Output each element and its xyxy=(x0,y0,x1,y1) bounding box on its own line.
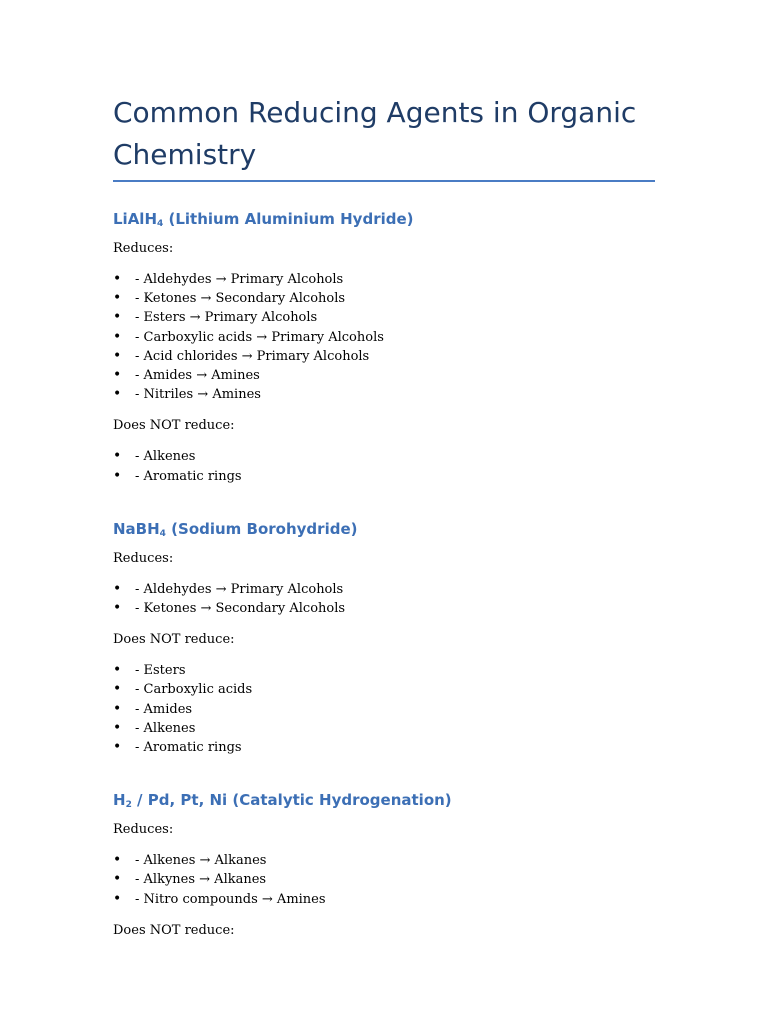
list-item xyxy=(113,347,655,366)
list-item-text: - Alkenes xyxy=(135,720,196,736)
bullet-icon: • xyxy=(113,290,122,307)
heading-subscript: 4 xyxy=(157,219,164,229)
does-not-reduce-list xyxy=(113,661,655,757)
bullet-icon: • xyxy=(113,448,122,465)
bullet-icon: • xyxy=(113,852,122,869)
list-item-text: - Nitriles → Amines xyxy=(135,387,261,403)
bullet-icon: • xyxy=(113,700,122,717)
heading-formula: LiAlH xyxy=(113,210,158,228)
does-not-reduce-label: Does NOT reduce: xyxy=(113,632,235,648)
list-item-text: - Amides xyxy=(135,701,193,717)
heading-name: / Pd, Pt, Ni (Catalytic Hydrogenation) xyxy=(131,791,452,810)
list-item-text: - Aldehydes → Primary Alcohols xyxy=(135,272,344,287)
reduces-list xyxy=(113,580,655,618)
list-item xyxy=(113,328,655,347)
list-item xyxy=(113,851,655,870)
list-item xyxy=(113,308,655,327)
section-heading xyxy=(113,790,655,815)
list-item xyxy=(113,890,655,909)
bullet-icon: • xyxy=(113,367,122,384)
list-item xyxy=(113,270,655,289)
bullet-icon: • xyxy=(113,890,122,907)
bullet-icon: • xyxy=(113,662,122,679)
list-item-text: - Alkenes xyxy=(135,449,196,465)
bullet-icon: • xyxy=(113,271,122,287)
list-item-text: - Amides → Amines xyxy=(135,368,260,384)
bullet-icon: • xyxy=(113,386,122,403)
heading-formula: NaBH xyxy=(113,519,160,538)
document-page xyxy=(113,92,655,940)
list-item-text: - Ketones → Secondary Alcohols xyxy=(135,291,346,307)
section-2 xyxy=(113,519,655,757)
list-item xyxy=(113,447,655,466)
list-item-text: - Aromatic rings xyxy=(135,468,242,484)
sections-container xyxy=(113,209,655,940)
title-line-1: Common Reducing Agents in Organic xyxy=(113,96,637,129)
title-underline xyxy=(113,180,655,182)
list-item-text: - Ketones → Secondary Alcohols xyxy=(135,601,346,617)
list-item xyxy=(113,870,655,889)
list-item-text: - Alkynes → Alkanes xyxy=(135,872,267,888)
list-item-text: - Esters xyxy=(135,663,186,679)
list-item xyxy=(113,680,655,699)
list-item xyxy=(113,385,655,404)
reduces-label: Reduces: xyxy=(113,241,174,256)
heading-name: (Sodium Borohydride) xyxy=(165,519,358,538)
bullet-icon: • xyxy=(113,871,122,888)
reduces-list xyxy=(113,851,655,909)
list-item xyxy=(113,467,655,486)
bullet-icon: • xyxy=(113,719,122,736)
bullet-icon: • xyxy=(113,681,122,698)
bullet-icon: • xyxy=(113,328,122,345)
heading-subscript: 2 xyxy=(125,800,132,811)
list-item-text: - Carboxylic acids xyxy=(135,682,253,698)
reduces-label: Reduces: xyxy=(113,550,174,566)
list-item xyxy=(113,738,655,757)
list-item-text: - Alkenes → Alkanes xyxy=(135,853,267,869)
list-item-text: - Nitro compounds → Amines xyxy=(135,891,326,907)
does-not-reduce-label: Does NOT reduce: xyxy=(113,418,235,434)
does-not-reduce-list xyxy=(113,447,655,485)
list-item xyxy=(113,599,655,618)
list-item xyxy=(113,661,655,680)
list-item xyxy=(113,289,655,308)
list-item-text: - Esters → Primary Alcohols xyxy=(135,310,318,326)
document-title xyxy=(113,92,655,176)
bullet-icon: • xyxy=(113,600,122,617)
list-item xyxy=(113,580,655,599)
list-item xyxy=(113,366,655,385)
bullet-icon: • xyxy=(113,580,122,597)
bullet-icon: • xyxy=(113,467,122,484)
list-item xyxy=(113,719,655,738)
section-heading xyxy=(113,519,655,544)
heading-formula: H xyxy=(113,791,126,810)
bullet-icon: • xyxy=(113,309,122,326)
bullet-icon: • xyxy=(113,347,122,364)
bullet-icon: • xyxy=(113,739,122,756)
heading-subscript: 4 xyxy=(159,528,166,539)
section-heading xyxy=(113,209,655,234)
list-item-text: - Aromatic rings xyxy=(135,740,242,756)
list-item-text: - Aldehydes → Primary Alcohols xyxy=(135,581,344,597)
list-item-text: - Acid chlorides → Primary Alcohols xyxy=(135,348,370,364)
section-1 xyxy=(113,209,655,486)
reduces-label: Reduces: xyxy=(113,822,174,838)
heading-name: (Lithium Aluminium Hydride) xyxy=(163,210,414,228)
section-3 xyxy=(113,790,655,940)
list-item-text: - Carboxylic acids → Primary Alcohols xyxy=(135,329,384,345)
does-not-reduce-label: Does NOT reduce: xyxy=(113,922,235,938)
reduces-list xyxy=(113,270,655,404)
title-line-2: Chemistry xyxy=(113,138,257,171)
list-item xyxy=(113,700,655,719)
